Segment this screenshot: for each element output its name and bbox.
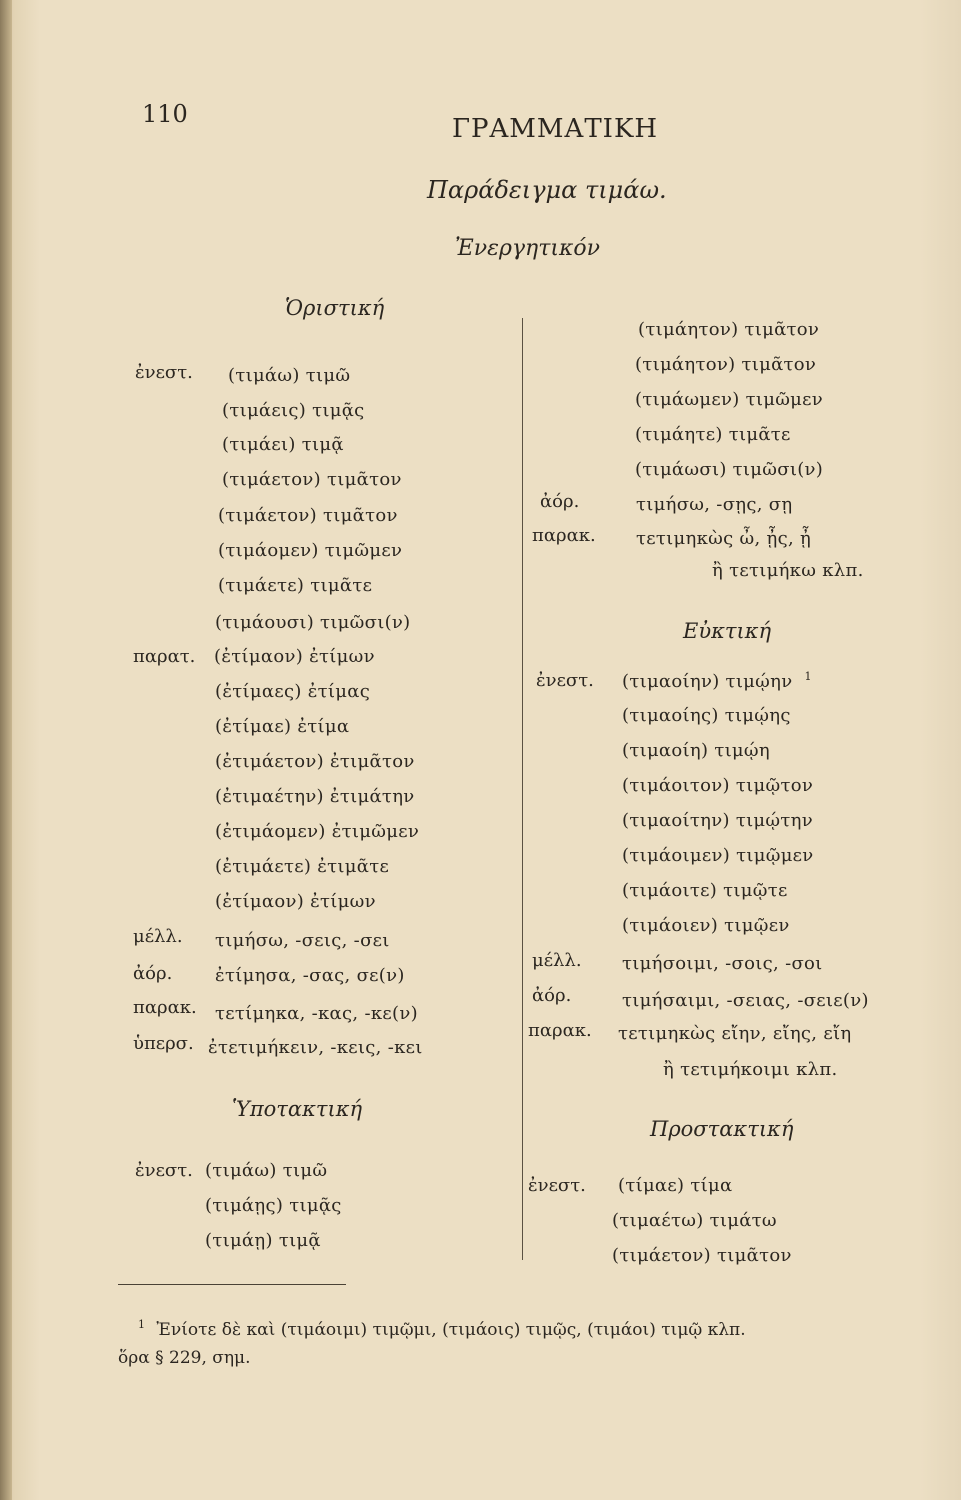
footnote-line-1: [138, 1318, 746, 1340]
subjunctive-perfect-alt: ἢ τετιμήκω κλπ.: [712, 560, 864, 581]
indicative-future-form: τιμήσω, -σεις, -σει: [215, 930, 390, 951]
indicative-present-form: (τιμάετε) τιμᾶτε: [218, 575, 373, 596]
optative-present-text: (τιμαοίην) τιμῴην: [622, 671, 793, 692]
optative-present-form: (τιμαοίη) τιμῴη: [622, 740, 770, 761]
footnote-rule: [118, 1284, 346, 1285]
imperative-present-form: (τιμάετον) τιμᾶτον: [612, 1245, 792, 1266]
indicative-present-form: (τιμάετον) τιμᾶτον: [222, 469, 402, 490]
subjunctive-heading: Ὑποτακτική: [232, 1097, 363, 1121]
indicative-imperfect-form: (ἐτίμαε) ἐτίμα: [215, 716, 350, 737]
paradigm-title: Παράδειγμα τιμάω.: [427, 176, 667, 204]
optative-present-form: (τιμάοιεν) τιμῷεν: [622, 915, 790, 936]
subjunctive-dual-form: (τιμάητον) τιμᾶτον: [635, 354, 817, 375]
indicative-future-label: μέλλ.: [133, 926, 183, 947]
subjunctive-dual-form: (τιμάητον) τιμᾶτον: [638, 319, 820, 340]
imperative-present-form: (τίμαε) τίμα: [618, 1175, 733, 1196]
indicative-imperfect-form: (ἐτίμαον) ἐτίμων: [215, 891, 376, 912]
subjunctive-present-label: ἐνεστ.: [135, 1160, 193, 1181]
subjunctive-aorist-form: τιμήσω, -σῃς, σῃ: [636, 494, 793, 515]
optative-aorist-form: τιμήσαιμι, -σειας, -σειε(ν): [622, 990, 869, 1011]
imperative-heading: Προστακτική: [650, 1117, 794, 1141]
subjunctive-perfect-label: παρακ.: [532, 525, 596, 546]
footnote-mark: 1: [138, 1318, 145, 1331]
column-divider: [522, 318, 523, 1260]
optative-present-label: ἐνεστ.: [536, 670, 594, 691]
indicative-imperfect-form: (ἐτιμαέτην) ἐτιμάτην: [215, 786, 415, 807]
optative-aorist-label: ἀόρ.: [532, 985, 572, 1006]
voice-heading: Ἐνεργητικόν: [455, 236, 601, 261]
optative-future-label: μέλλ.: [532, 950, 582, 971]
page-binding-edge: [0, 0, 12, 1500]
optative-perfect-label: παρακ.: [528, 1020, 592, 1041]
footnote-line-2: ὅρα § 229, σημ.: [118, 1348, 251, 1368]
optative-perfect-alt: ἢ τετιμήκοιμι κλπ.: [663, 1059, 838, 1080]
imperative-present-label: ἐνεστ.: [528, 1175, 586, 1196]
running-title: ΓΡΑΜΜΑΤΙΚΗ: [452, 114, 659, 144]
indicative-perfect-form: τετίμηκα, -κας, -κε(ν): [215, 1003, 418, 1024]
indicative-imperfect-form: (ἐτιμάετε) ἐτιμᾶτε: [215, 856, 390, 877]
subjunctive-present-form: (τιμάω) τιμῶ: [205, 1160, 328, 1181]
indicative-present-form: (τιμάετον) τιμᾶτον: [218, 505, 398, 526]
subjunctive-present-form: (τιμάῃς) τιμᾷς: [205, 1195, 342, 1216]
indicative-imperfect-form: (ἐτιμάομεν) ἐτιμῶμεν: [215, 821, 420, 842]
indicative-heading: Ὁριστική: [285, 296, 385, 320]
indicative-perfect-label: παρακ.: [133, 997, 197, 1018]
indicative-aorist-form: ἐτίμησα, -σας, σε(ν): [215, 965, 405, 986]
indicative-present-label: ἐνεστ.: [135, 362, 193, 383]
optative-present-form: (τιμαοίης) τιμῴης: [622, 705, 791, 726]
page-number: 110: [142, 100, 188, 128]
indicative-present-form: (τιμάει) τιμᾷ: [222, 434, 344, 455]
footnote-text-1: Ἐνίοτε δὲ καὶ (τιμάοιμι) τιμῷμι, (τιμάοις) τιμῷς, (τιμάοι) τιμῷ κλπ.: [156, 1319, 746, 1340]
optative-present-form: (τιμάοιτε) τιμῷτε: [622, 880, 788, 901]
indicative-aorist-label: ἀόρ.: [133, 963, 173, 984]
indicative-imperfect-label: παρατ.: [133, 646, 196, 667]
footnote-reference: 1: [804, 670, 812, 683]
indicative-present-form: (τιμάεις) τιμᾷς: [222, 400, 365, 421]
optative-present-form: (τιμάοιτον) τιμῷτον: [622, 775, 814, 796]
imperative-present-form: (τιμαέτω) τιμάτω: [612, 1210, 777, 1231]
optative-perfect-form: τετιμηκὼς εἴην, εἴης, εἴη: [618, 1023, 852, 1044]
indicative-present-form: (τιμάω) τιμῶ: [228, 365, 351, 386]
indicative-pluperfect-form: ἐτετιμήκειν, -κεις, -κει: [208, 1037, 423, 1058]
indicative-imperfect-form: (ἐτίμαες) ἐτίμας: [215, 681, 371, 702]
subjunctive-plural-form: (τιμάωσι) τιμῶσι(ν): [635, 459, 824, 480]
optative-present-form: [622, 670, 812, 692]
subjunctive-plural-form: (τιμάωμεν) τιμῶμεν: [635, 389, 824, 410]
subjunctive-perfect-form: τετιμηκὼς ὦ, ᾖς, ᾖ: [636, 528, 812, 549]
optative-heading: Εὐκτική: [683, 619, 772, 643]
indicative-present-form: (τιμάομεν) τιμῶμεν: [218, 540, 403, 561]
subjunctive-present-form: (τιμάῃ) τιμᾷ: [205, 1230, 321, 1251]
indicative-pluperfect-label: ὑπερσ.: [133, 1033, 194, 1054]
optative-future-form: τιμήσοιμι, -σοις, -σοι: [622, 953, 823, 974]
optative-present-form: (τιμάοιμεν) τιμῷμεν: [622, 845, 814, 866]
subjunctive-plural-form: (τιμάητε) τιμᾶτε: [635, 424, 791, 445]
indicative-present-form: (τιμάουσι) τιμῶσι(ν): [215, 612, 411, 633]
subjunctive-aorist-label: ἀόρ.: [540, 491, 580, 512]
indicative-imperfect-form: (ἐτιμάετον) ἐτιμᾶτον: [215, 751, 415, 772]
optative-present-form: (τιμαοίτην) τιμῴτην: [622, 810, 813, 831]
indicative-imperfect-form: (ἐτίμαον) ἐτίμων: [214, 646, 375, 667]
